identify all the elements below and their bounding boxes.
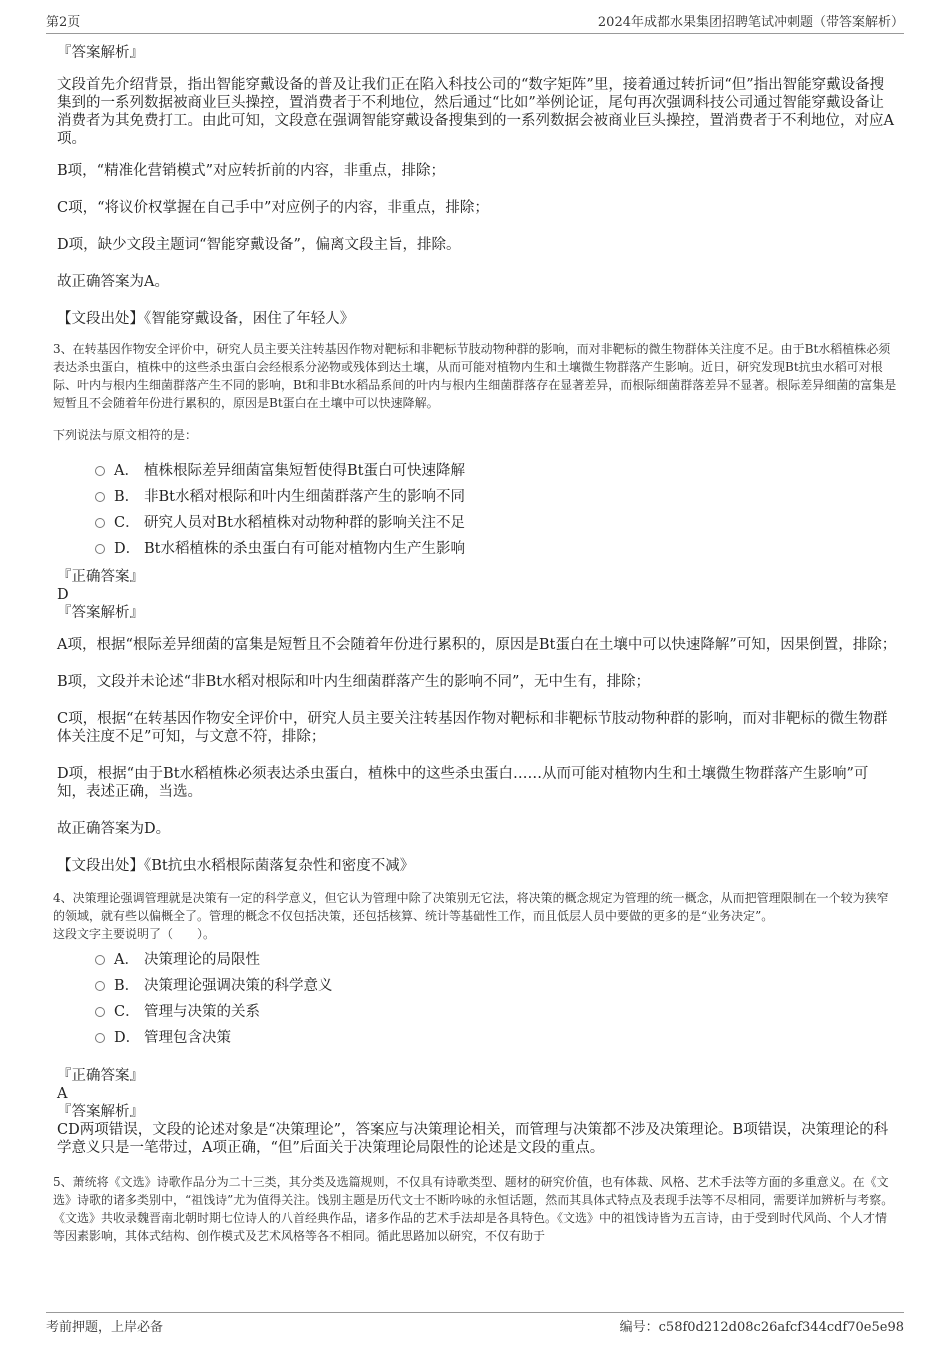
option-text: Bt水稻植株的杀虫蛋白有可能对植物内生产生影响 — [144, 540, 465, 557]
q3-option-c[interactable] — [95, 508, 897, 534]
q2-source: 【文段出处】《智能穿戴设备，困住了年轻人》 — [57, 311, 355, 327]
option-letter: A． — [114, 951, 139, 968]
q3-option-b[interactable] — [95, 482, 897, 508]
option-text: 管理包含决策 — [144, 1029, 231, 1046]
page-footer — [46, 1312, 904, 1335]
radio-icon[interactable] — [95, 544, 105, 554]
radio-icon[interactable] — [95, 981, 105, 991]
page-content — [53, 44, 897, 1245]
page-header — [46, 10, 904, 34]
footer-slogan: 考前押题，上岸必备 — [46, 1320, 164, 1335]
q3-option-d[interactable] — [95, 534, 897, 560]
option-letter: B． — [114, 977, 140, 994]
q3-analysis-paragraph: D项，根据“由于Bt水稻植株必须表达杀虫蛋白，植株中的这些杀虫蛋白……从而可能对植物内生和土壤微生物群落产生影响”可知，表述正确，当选。 — [57, 766, 869, 800]
radio-icon[interactable] — [95, 518, 105, 528]
q3-source: 【文段出处】《Bt抗虫水稻根际菌落复杂性和密度不减》 — [57, 858, 415, 874]
q3-answer-conclusion: 故正确答案为D。 — [57, 821, 171, 837]
q3-analysis-tag: 『答案解析』 — [57, 605, 144, 621]
document-id: 编号：c58f0d212d08c26afcf344cdf70e5e98 — [619, 1320, 904, 1335]
radio-icon[interactable] — [95, 1007, 105, 1017]
radio-icon[interactable] — [95, 492, 105, 502]
option-letter: D． — [114, 540, 141, 557]
q3-answer-tag: 『正确答案』 — [57, 569, 144, 585]
q4-options — [95, 945, 897, 1049]
q4-analysis-paragraph: CD两项错误，文段的论述对象是“决策理论”，答案应与决策理论相关，而管理与决策都不涉及决策理论。B项错误，决策理论的科学意义只是一笔带过，A项正确，“但”后面关于决策理论局限性的论述是文段的重点。 — [57, 1122, 889, 1156]
q3-stem: 3、在转基因作物安全评价中，研究人员主要关注转基因作物对靶标和非靶标节肢动物种群的影响，而对非靶标的微生物群体关注度不足。由于Bt水稻植株必须表达杀虫蛋白，植株中的这些杀虫蛋白会经根系分泌物或残体到达土壤，从而可能对植物内生和土壤微生物群落产生影响。近日，研究发现Bt抗虫水稻可对根际、叶内与根内生细菌群落产生不同的影响，Bt和非Bt水稻品系间的叶内与根内生细菌群落存在显著差异，而根际细菌群落差异不显著。根际差异细菌的富集是短暂且不会随着年份进行累积的，原因是Bt蛋白在土壤中可以快速降解。 — [53, 342, 897, 410]
option-letter: B． — [114, 488, 140, 505]
q2-analysis-tag: 『答案解析』 — [57, 45, 144, 61]
q3-analysis-paragraph: C项，根据“在转基因作物安全评价中，研究人员主要关注转基因作物对靶标和非靶标节肢动物种群的影响，而对非靶标的微生物群体关注度不足”可知，与文意不符，排除； — [57, 711, 888, 745]
q3-answer: D — [57, 587, 69, 603]
q4-prompt: 这段文字主要说明了（ ）。 — [53, 927, 216, 941]
q4-answer-tag: 『正确答案』 — [57, 1068, 144, 1084]
option-text: 决策理论强调决策的科学意义 — [144, 977, 333, 994]
radio-icon[interactable] — [95, 466, 105, 476]
q4-option-d[interactable] — [95, 1023, 897, 1049]
q4-option-a[interactable] — [95, 945, 897, 971]
option-text: 非Bt水稻对根际和叶内生细菌群落产生的影响不同 — [144, 488, 465, 505]
option-text: 管理与决策的关系 — [144, 1003, 260, 1020]
q2-analysis-paragraph: C项，“将议价权掌握在自己手中”对应例子的内容，非重点，排除； — [57, 200, 489, 216]
radio-icon[interactable] — [95, 955, 105, 965]
radio-icon[interactable] — [95, 1033, 105, 1043]
option-text: 研究人员对Bt水稻植株对动物种群的影响关注不足 — [144, 514, 465, 531]
option-text: 植株根际差异细菌富集短暂使得Bt蛋白可快速降解 — [144, 462, 465, 479]
q3-analysis-paragraph: B项，文段并未论述“非Bt水稻对根际和叶内生细菌群落产生的影响不同”，无中生有，排除； — [57, 674, 650, 690]
q2-answer-conclusion: 故正确答案为A。 — [57, 274, 169, 290]
option-letter: C． — [114, 1003, 140, 1020]
q4-stem: 4、决策理论强调管理就是决策有一定的科学意义，但它认为管理中除了决策别无它法，将决策的概念规定为管理的统一概念，从而把管理限制在一个较为狭窄的领域，就有些以偏概全了。管理的概念不仅包括决策，还包括核算、统计等基础性工作，而且低层人员中要做的更多的是“业务决定”。 — [53, 891, 889, 923]
document-title: 2024年成都水果集团招聘笔试冲刺题（带答案解析） — [597, 15, 904, 30]
q3-options — [95, 456, 897, 560]
q5-stem: 5、萧统将《文选》诗歌作品分为二十三类，其分类及选篇规则，不仅具有诗歌类型、题材的研究价值，也有体裁、风格、艺术手法等方面的多重意义。在《文选》诗歌的诸多类别中，“祖饯诗”尤为值得关注。饯别主题是历代文士不断吟咏的永恒话题，然而其具体式特点及表现手法等不尽相同，需要详加辨析与考察。《文选》共收录魏晋南北朝时期七位诗人的八首经典作品，诸多作品的艺术手法却是各具特色。《文选》中的祖饯诗皆为五言诗，由于受到时代风尚、个人才情等因素影响，其体式结构、创作模式及艺术风格等各不相同。循此思路加以研究，不仅有助于 — [53, 1175, 894, 1243]
q2-analysis-paragraph: D项，缺少文段主题词“智能穿戴设备”，偏离文段主旨，排除。 — [57, 237, 461, 253]
option-letter: D． — [114, 1029, 141, 1046]
q4-option-c[interactable] — [95, 997, 897, 1023]
q3-analysis-paragraph: A项，根据“根际差异细菌的富集是短暂且不会随着年份进行累积的，原因是Bt蛋白在土壤中可以快速降解”可知，因果倒置，排除； — [57, 637, 897, 653]
option-text: 决策理论的局限性 — [144, 951, 260, 968]
q3-option-a[interactable] — [95, 456, 897, 482]
q4-option-b[interactable] — [95, 971, 897, 997]
q4-analysis-tag: 『答案解析』 — [57, 1104, 144, 1120]
option-letter: C． — [114, 514, 140, 531]
option-letter: A． — [114, 462, 139, 479]
q4-answer: A — [57, 1086, 68, 1102]
q3-prompt: 下列说法与原文相符的是： — [53, 428, 198, 442]
q2-analysis-paragraph: 文段首先介绍背景，指出智能穿戴设备的普及让我们正在陷入科技公司的“数字矩阵”里，接着通过转折词“但”指出智能穿戴设备搜集到的一系列数据被商业巨头操控，置消费者于不利地位，然后通过“比如”举例论证，尾句再次强调科技公司通过智能穿戴设备让消费者为其免费打工。由此可知，文段意在强调智能穿戴设备搜集到的一系列数据会被商业巨头操控，置消费者于不利地位，对应A项。 — [57, 77, 894, 147]
page-number: 第2页 — [46, 15, 81, 30]
q2-analysis-paragraph: B项，“精准化营销模式”对应转折前的内容，非重点，排除； — [57, 163, 445, 179]
